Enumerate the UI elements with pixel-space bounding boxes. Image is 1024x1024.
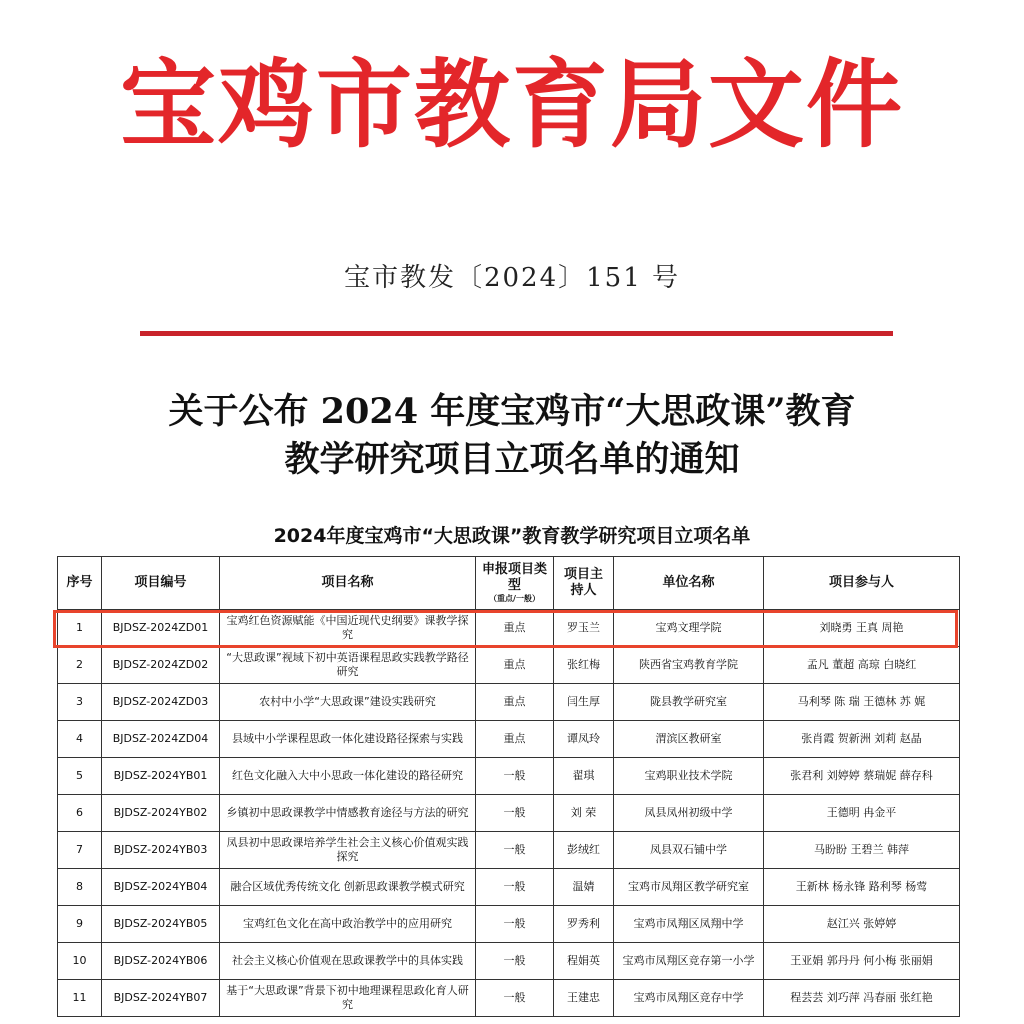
cell-unit: 宝鸡市凤翔区凤翔中学 — [614, 906, 764, 943]
cell-index: 4 — [58, 721, 102, 758]
table-row — [58, 610, 960, 647]
table-row — [58, 906, 960, 943]
cell-members: 马利琴 陈 瑞 王德林 苏 娓 — [764, 684, 960, 721]
header-code: 项目编号 — [102, 557, 220, 610]
cell-name: 宝鸡红色文化在高中政治教学中的应用研究 — [220, 906, 476, 943]
cell-host: 程娟英 — [554, 943, 614, 980]
cell-type: 一般 — [476, 758, 554, 795]
cell-members: 王德明 冉金平 — [764, 795, 960, 832]
cell-type: 一般 — [476, 943, 554, 980]
notice-title-line-2: 教学研究项目立项名单的通知 — [284, 439, 740, 480]
cell-index: 6 — [58, 795, 102, 832]
cell-code: BJDSZ-2024YB06 — [102, 943, 220, 980]
cell-index: 5 — [58, 758, 102, 795]
cell-unit: 宝鸡文理学院 — [614, 610, 764, 647]
table-header-row — [58, 557, 960, 610]
table-body — [58, 610, 960, 1017]
cell-host: 彭绒红 — [554, 832, 614, 869]
table-row — [58, 869, 960, 906]
project-list-table — [57, 556, 960, 1017]
cell-code: BJDSZ-2024YB04 — [102, 869, 220, 906]
cell-type: 重点 — [476, 684, 554, 721]
cell-members: 孟凡 董超 高琼 白晓红 — [764, 647, 960, 684]
red-divider-line — [140, 331, 893, 336]
cell-type: 一般 — [476, 832, 554, 869]
cell-name: 红色文化融入大中小思政一体化建设的路径研究 — [220, 758, 476, 795]
cell-members: 程芸芸 刘巧萍 冯春丽 张红艳 — [764, 980, 960, 1017]
cell-unit: 宝鸡市凤翔区竞存中学 — [614, 980, 764, 1017]
cell-code: BJDSZ-2024YB03 — [102, 832, 220, 869]
cell-unit: 宝鸡市凤翔区竞存第一小学 — [614, 943, 764, 980]
table-row — [58, 647, 960, 684]
header-host: 项目主持人 — [554, 557, 614, 610]
cell-index: 8 — [58, 869, 102, 906]
cell-type: 一般 — [476, 906, 554, 943]
cell-host: 罗秀利 — [554, 906, 614, 943]
cell-index: 7 — [58, 832, 102, 869]
cell-code: BJDSZ-2024ZD03 — [102, 684, 220, 721]
cell-unit: 陕西省宝鸡教育学院 — [614, 647, 764, 684]
cell-members: 马盼盼 王碧兰 韩萍 — [764, 832, 960, 869]
cell-name: 县域中小学课程思政一体化建设路径探索与实践 — [220, 721, 476, 758]
cell-index: 3 — [58, 684, 102, 721]
cell-host: 谭凤玲 — [554, 721, 614, 758]
cell-name: 农村中小学“大思政课”建设实践研究 — [220, 684, 476, 721]
cell-unit: 凤县凤州初级中学 — [614, 795, 764, 832]
cell-members: 王亚娟 郭丹丹 何小梅 张丽娟 — [764, 943, 960, 980]
header-index: 序号 — [58, 557, 102, 610]
cell-type: 重点 — [476, 610, 554, 647]
cell-members: 赵江兴 张婷婷 — [764, 906, 960, 943]
cell-host: 王建忠 — [554, 980, 614, 1017]
cell-members: 张君利 刘婷婷 蔡瑞妮 薛存科 — [764, 758, 960, 795]
cell-host: 罗玉兰 — [554, 610, 614, 647]
cell-code: BJDSZ-2024YB05 — [102, 906, 220, 943]
cell-unit: 凤县双石铺中学 — [614, 832, 764, 869]
cell-code: BJDSZ-2024YB01 — [102, 758, 220, 795]
table-row — [58, 795, 960, 832]
cell-index: 1 — [58, 610, 102, 647]
cell-type: 一般 — [476, 869, 554, 906]
cell-type: 重点 — [476, 647, 554, 684]
header-name: 项目名称 — [220, 557, 476, 610]
cell-name: 凤县初中思政课培养学生社会主义核心价值观实践探究 — [220, 832, 476, 869]
cell-unit: 宝鸡市凤翔区教学研究室 — [614, 869, 764, 906]
table-row — [58, 758, 960, 795]
cell-unit: 陇县教学研究室 — [614, 684, 764, 721]
cell-unit: 渭滨区教研室 — [614, 721, 764, 758]
cell-type: 一般 — [476, 795, 554, 832]
header-type-sub: （重点/一般） — [489, 594, 540, 603]
cell-name: 乡镇初中思政课教学中情感教育途径与方法的研究 — [220, 795, 476, 832]
cell-name: 基于“大思政课”背景下初中地理课程思政化育人研究 — [220, 980, 476, 1017]
cell-unit: 宝鸡职业技术学院 — [614, 758, 764, 795]
cell-index: 9 — [58, 906, 102, 943]
cell-index: 2 — [58, 647, 102, 684]
notice-title — [0, 388, 1024, 484]
table-row — [58, 684, 960, 721]
notice-title-line-1: 关于公布 2024 年度宝鸡市“大思政课”教育 — [168, 391, 856, 432]
cell-type: 重点 — [476, 721, 554, 758]
header-type — [476, 557, 554, 610]
header-unit: 单位名称 — [614, 557, 764, 610]
cell-host: 刘 荣 — [554, 795, 614, 832]
issuer-header-title: 宝鸡市教育局文件 — [120, 49, 904, 161]
header-type-label: 申报项目类型 — [481, 562, 547, 593]
cell-members: 张肖霞 贺新洲 刘莉 赵晶 — [764, 721, 960, 758]
cell-host: 温婧 — [554, 869, 614, 906]
cell-name: 宝鸡红色资源赋能《中国近现代史纲要》课教学探究 — [220, 610, 476, 647]
cell-code: BJDSZ-2024YB07 — [102, 980, 220, 1017]
cell-host: 张红梅 — [554, 647, 614, 684]
cell-code: BJDSZ-2024ZD02 — [102, 647, 220, 684]
cell-index: 10 — [58, 943, 102, 980]
table-row — [58, 943, 960, 980]
cell-name: “大思政课”视域下初中英语课程思政实践教学路径研究 — [220, 647, 476, 684]
cell-type: 一般 — [476, 980, 554, 1017]
header-members: 项目参与人 — [764, 557, 960, 610]
cell-members: 刘晓勇 王真 周艳 — [764, 610, 960, 647]
cell-name: 融合区域优秀传统文化 创新思政课教学模式研究 — [220, 869, 476, 906]
cell-host: 翟琪 — [554, 758, 614, 795]
cell-code: BJDSZ-2024ZD01 — [102, 610, 220, 647]
cell-index: 11 — [58, 980, 102, 1017]
document-number: 宝市教发〔2024〕151 号 — [343, 263, 681, 293]
cell-code: BJDSZ-2024YB02 — [102, 795, 220, 832]
cell-code: BJDSZ-2024ZD04 — [102, 721, 220, 758]
cell-name: 社会主义核心价值观在思政课教学中的具体实践 — [220, 943, 476, 980]
table-row — [58, 980, 960, 1017]
table-row — [58, 832, 960, 869]
cell-host: 闫生厚 — [554, 684, 614, 721]
list-title: 2024年度宝鸡市“大思政课”教育教学研究项目立项名单 — [273, 525, 751, 547]
cell-members: 王新林 杨永锋 路利琴 杨莺 — [764, 869, 960, 906]
table-row — [58, 721, 960, 758]
